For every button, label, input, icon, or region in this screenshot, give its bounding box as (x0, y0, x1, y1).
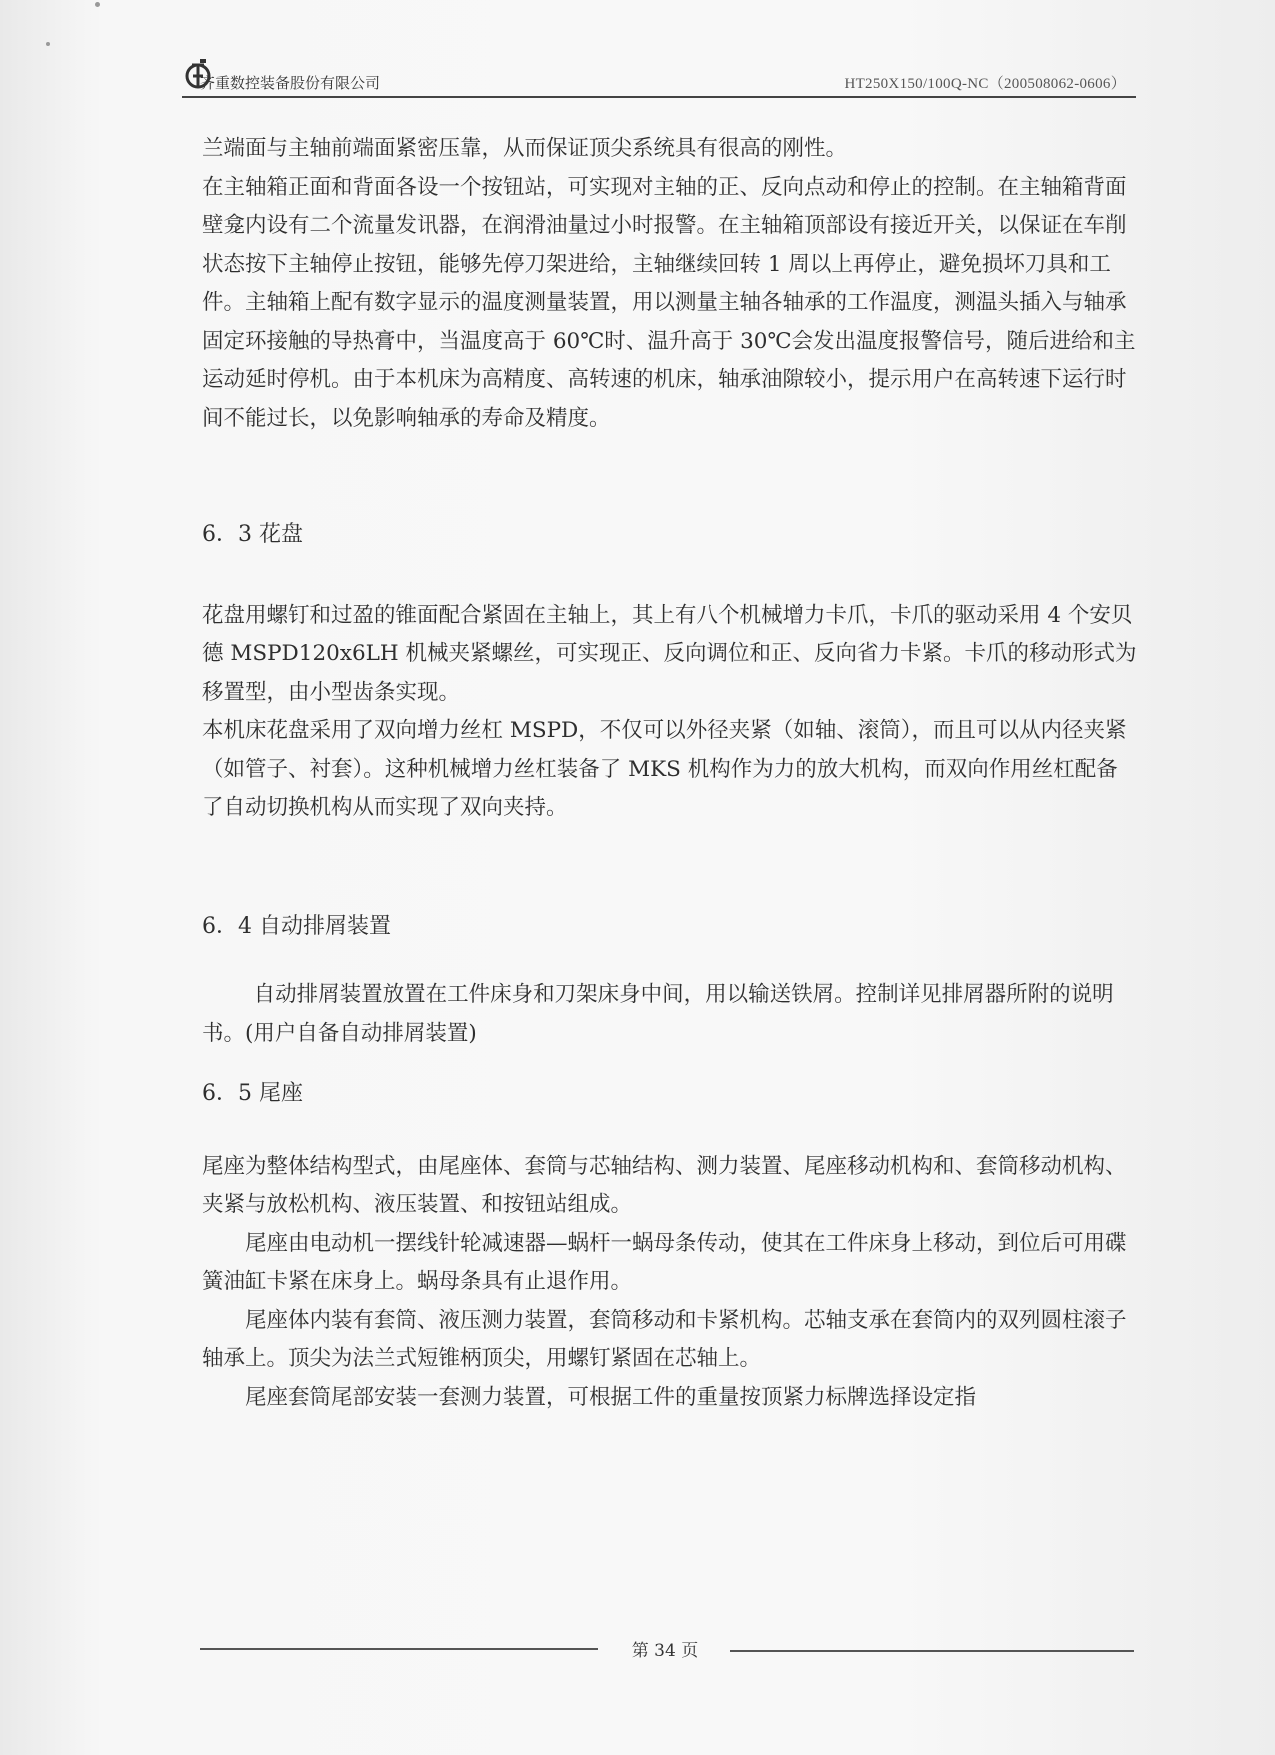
document-reference: HT250X150/100Q-NC（200508062-0606） (844, 76, 1126, 92)
paragraph-spindle-flange: 兰端面与主轴前端面紧密压靠，从而保证顶尖系统具有很高的刚性。 (202, 136, 848, 161)
section-heading-6-4: 6．4 自动排屑装置 (202, 913, 391, 939)
paragraph-spindle-controls: 在主轴箱正面和背面各设一个按钮站，可实现对主轴的正、反向点动和停止的控制。在主轴箱背面壁龛内设有二个流量发讯器，在润滑油量过小时报警。在主轴箱顶部设有接近开关，以保证在车削状态按下主轴停止按钮，能够先停刀架进给，主轴继续回转 1 周以上再停止，避免损坏刀具和工件。主轴箱上配有数字显示的温度测量装置，用以测量主轴各轴承的工作温度，测温头插入与轴承固定环接触的导热膏中，当温度高于 60℃时、温升高于 30℃会发出温度报警信号，随后进给和主运动延时停机。由于本机床为高精度、高转速的机床，轴承油隙较小，提示用户在高转速下运行时间不能过长，以免影响轴承的寿命及精度。 (202, 174, 1136, 431)
scan-speck (46, 42, 50, 46)
paragraph-tailstock-body: 尾座体内装有套筒、液压测力装置，套筒移动和卡紧机构。芯轴支承在套筒内的双列圆柱滚子轴承上。顶尖为法兰式短锥柄顶尖，用螺钉紧固在芯轴上。 (202, 1307, 1127, 1371)
section-heading-6-5: 6．5 尾座 (202, 1081, 303, 1106)
footer-rule-right (730, 1650, 1134, 1652)
paragraph-faceplate-spindle: 本机床花盘采用了双向增力丝杠 MSPD，不仅可以外径夹紧（如轴、滚筒），而且可以从内径夹紧（如管子、衬套）。这种机械增力丝杠装备了 MKS 机构作为力的放大机构，而双向作用丝杠配备了自动切换机构从而实现了双向夹持。 (202, 718, 1127, 820)
paragraph-tailstock-force: 尾座套筒尾部安装一套测力装置，可根据工件的重量按顶紧力标牌选择设定指 (245, 1384, 977, 1410)
paragraph-chip-conveyor: 自动排屑装置放置在工件床身和刀架床身中间，用以输送铁屑。控制详见排屑器所附的说明书。(用户自备自动排屑装置) (202, 982, 1114, 1046)
page-header (182, 52, 1136, 98)
paragraph-tailstock-drive: 尾座由电动机一摆线针轮减速器—蜗杆一蜗母条传动，使其在工件床身上移动，到位后可用碟簧油缸卡紧在床身上。蜗母条具有止退作用。 (202, 1230, 1127, 1294)
paragraph-faceplate-chuck: 花盘用螺钉和过盈的锥面配合紧固在主轴上，其上有八个机械增力卡爪，卡爪的驱动采用 4 个安贝德 MSPD120x6LH 机械夹紧螺丝，可实现正、反向调位和正、反向省力卡紧。卡爪的移动形式为移置型，由小型齿条实现。 (202, 602, 1137, 705)
footer-rule-left (200, 1648, 598, 1650)
page-number: 第 34 页 (631, 1641, 699, 1661)
document-body (202, 130, 1138, 1417)
paragraph-tailstock-structure: 尾座为整体结构型式，由尾座体、套筒与芯轴结构、测力装置、尾座移动机构和、套筒移动机构、夹紧与放松机构、液压装置、和按钮站组成。 (202, 1153, 1127, 1217)
scan-speck (95, 2, 100, 7)
section-heading-6-3: 6．3 花盘 (202, 522, 303, 547)
company-name: 齐重数控装备股份有限公司 (200, 74, 381, 92)
